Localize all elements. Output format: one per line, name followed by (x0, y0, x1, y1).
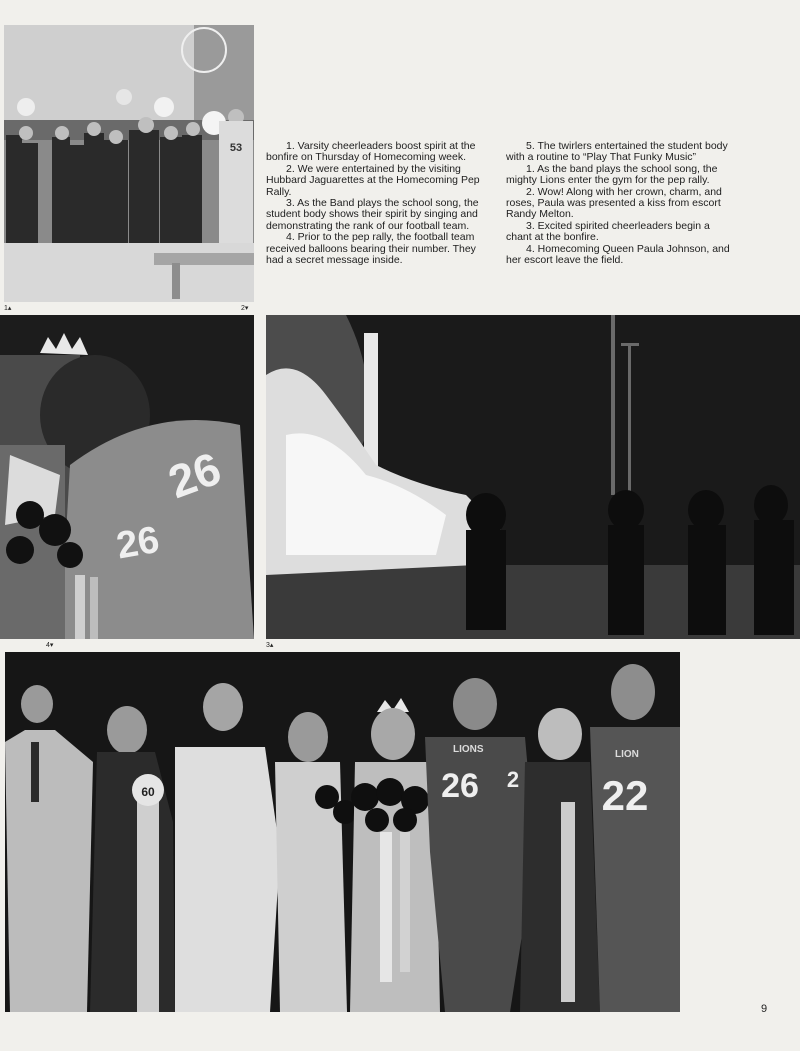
jersey-22-number: 22 (601, 772, 649, 819)
jersey-front-number: 26 (113, 518, 163, 568)
photo-marker-1: 1▴ (4, 305, 12, 312)
caption-1: 1. Varsity cheerleaders boost spirit at the bonfire on Thursday of Homecoming week. (266, 140, 476, 164)
jersey-lion-text: LION (615, 749, 639, 760)
caption-6: 1. As the band plays the school song, the mighty Lions enter the gym for the pep rally. (506, 162, 718, 187)
photo-marker-4: 4▾ (46, 642, 54, 649)
page-number: 9 (761, 1003, 768, 1015)
caption-8: 3. Excited spirited cheerleaders begin a chant at the bonfire. (506, 219, 710, 244)
caption-5: 5. The twirlers entertained the student body with a routine to “Play That Funky Music” (506, 140, 728, 164)
queen-kiss-photo (0, 315, 254, 639)
ribbon-number: 60 (141, 785, 155, 799)
pep-rally-photo (4, 25, 254, 302)
photo-marker-2: 2▾ (241, 305, 249, 312)
caption-7: 2. Wow! Along with her crown, charm, and roses, Paula was presented a kiss from escort Randy Melton. (506, 185, 722, 221)
caption-3: 3. As the Band plays the school song, the student body shows their spirit by singing and demonstrating the rank of our football team. (266, 197, 479, 232)
homecoming-court-photo (5, 652, 680, 1012)
jersey-number-text: 53 (229, 142, 243, 154)
photo-marker-3: 3▴ (266, 642, 274, 649)
jersey-partial-number: 2 (506, 767, 520, 792)
caption-2: 2. We were entertained by the visiting Hubbard Jaguarettes at the Homecoming Pep Rally. (266, 162, 480, 198)
jersey-26-number: 26 (441, 767, 479, 805)
jersey-lions-text: LIONS (453, 744, 484, 755)
jersey-back-number: 26 (161, 441, 228, 509)
caption-4: 4. Prior to the pep rally, the football team received balloons bearing their number. They had a secret message inside. (266, 231, 476, 267)
caption-9: 4. Homecoming Queen Paula Johnson, and her escort leave the field. (506, 242, 730, 267)
bonfire-photo (266, 315, 800, 639)
caption-column-1 (266, 141, 490, 266)
caption-column-2 (506, 141, 734, 266)
